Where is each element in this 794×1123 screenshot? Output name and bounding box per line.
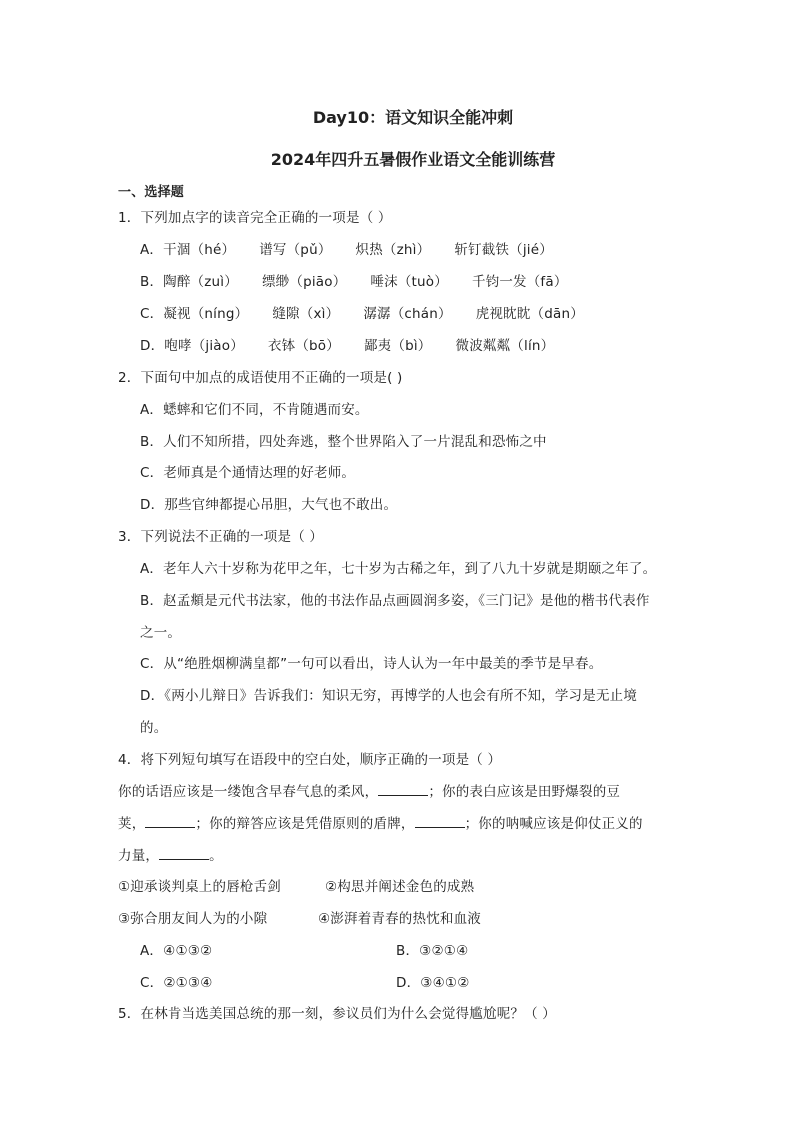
- section-heading: 一、选择题: [118, 185, 185, 200]
- q1-a-1: A．干涸（hé）: [140, 242, 236, 258]
- q1-d-2: 衣钵（bō）: [267, 338, 340, 354]
- q1-b-1: B．陶醉（zuì）: [140, 274, 238, 290]
- q2-option-c: C．老师真是个通情达理的好老师。: [140, 465, 356, 481]
- q4-passage-line3: [118, 847, 223, 865]
- q4-option-d: D．③④①②: [396, 975, 470, 991]
- q2-stem: 2．下面句中加点的成语使用不正确的一项是( ): [118, 370, 403, 386]
- q2-option-b: B．人们不知所措，四处奔逃，整个世界陷入了一片混乱和恐怖之中: [140, 434, 547, 450]
- q1-c-1: C．凝视（níng）: [140, 306, 249, 322]
- title-line-1: Day10：语文知识全能冲刺: [312, 108, 514, 127]
- q4-blank-4: [159, 847, 209, 860]
- q3-option-a: A．老年人六十岁称为花甲之年，七十岁为古稀之年，到了八九十岁就是期颐之年了。: [140, 561, 657, 577]
- q4-option-c: C．②①③④: [140, 975, 213, 991]
- q4-p2-c: ；你的呐喊应该是仰仗正义的: [464, 816, 643, 832]
- title-line-2: 2024年四升五暑假作业语文全能训练营: [270, 150, 556, 169]
- q3-option-b-line2: 之一。: [140, 625, 182, 641]
- q3-option-d-line1: D．《两小儿辩日》告诉我们：知识无穷，再博学的人也会有所不知，学习是无止境: [140, 688, 638, 704]
- q1-c-4: 虎视眈眈（dān）: [475, 306, 584, 322]
- q1-c-2: 缝隙（xì）: [272, 306, 340, 322]
- q1-b-3: 唾沫（tuò）: [370, 274, 448, 290]
- q4-blank-3: [415, 815, 465, 828]
- q4-p1-a: 你的话语应该是一缕饱含早春气息的柔风，: [118, 784, 379, 800]
- q1-c-3: 潺潺（chán）: [363, 306, 452, 322]
- q1-b-4: 千钧一发（fā）: [471, 274, 568, 290]
- q4-option-a: A．④①③②: [140, 943, 213, 959]
- q4-p3-b: 。: [209, 848, 223, 864]
- q1-option-b: [140, 273, 568, 291]
- q1-a-3: 炽热（zhì）: [355, 242, 431, 258]
- q3-option-d-line2: 的。: [140, 720, 168, 736]
- q1-option-a: [140, 241, 553, 259]
- q4-p2-a: 荚，: [118, 816, 146, 832]
- q4-option-b: B．③②①④: [396, 943, 469, 959]
- q1-option-c: [140, 305, 584, 323]
- q4-passage-line1: [118, 783, 620, 801]
- q4-p2-b: ；你的辩答应该是凭借原则的盾牌，: [195, 816, 415, 832]
- q1-b-2: 缥缈（piāo）: [261, 274, 347, 290]
- q4-item-2: ②构思并阐述金色的成熟: [325, 879, 475, 895]
- q4-item-4: ④澎湃着青春的热忱和血液: [318, 911, 482, 927]
- q4-item-3: ③弥合朋友间人为的小隙: [118, 911, 268, 927]
- q4-blank-1: [378, 783, 428, 796]
- q1-d-4: 微波粼粼（lín）: [455, 338, 555, 354]
- q4-p1-b: ；你的表白应该是田野爆裂的豆: [428, 784, 621, 800]
- q1-d-3: 鄙夷（bì）: [363, 338, 432, 354]
- q3-option-b-line1: B．赵孟頫是元代书法家，他的书法作品点画圆润多姿，《三门记》是他的楷书代表作: [140, 593, 650, 609]
- q2-option-a: A．蟋蟀和它们不同，不肯随遇而安。: [140, 402, 369, 418]
- q4-p3-a: 力量，: [118, 848, 160, 864]
- q1-a-2: 谱写（pǔ）: [259, 242, 332, 258]
- q5-stem: 5．在林肯当选美国总统的那一刻，参议员们为什么会觉得尴尬呢？（ ）: [118, 1006, 556, 1022]
- q4-passage-line2: [118, 815, 643, 833]
- q3-stem: 3．下列说法不正确的一项是（ ）: [118, 529, 324, 545]
- q1-stem: 1．下列加点字的读音完全正确的一项是（ ）: [118, 210, 392, 226]
- q1-d-1: D．咆哮（jiào）: [140, 338, 244, 354]
- q4-blank-2: [145, 815, 195, 828]
- q2-option-d: D．那些官绅都提心吊胆，大气也不敢出。: [140, 497, 398, 513]
- q4-stem: 4．将下列短句填写在语段中的空白处，顺序正确的一项是（ ）: [118, 752, 502, 768]
- q3-option-c: C．从“绝胜烟柳满皇都”一句可以看出，诗人认为一年中最美的季节是早春。: [140, 656, 603, 672]
- q1-a-4: 斩钉截铁（jié）: [454, 242, 553, 258]
- q1-option-d: [140, 337, 554, 355]
- q4-item-1: ①迎承谈判桌上的唇枪舌剑: [118, 879, 282, 895]
